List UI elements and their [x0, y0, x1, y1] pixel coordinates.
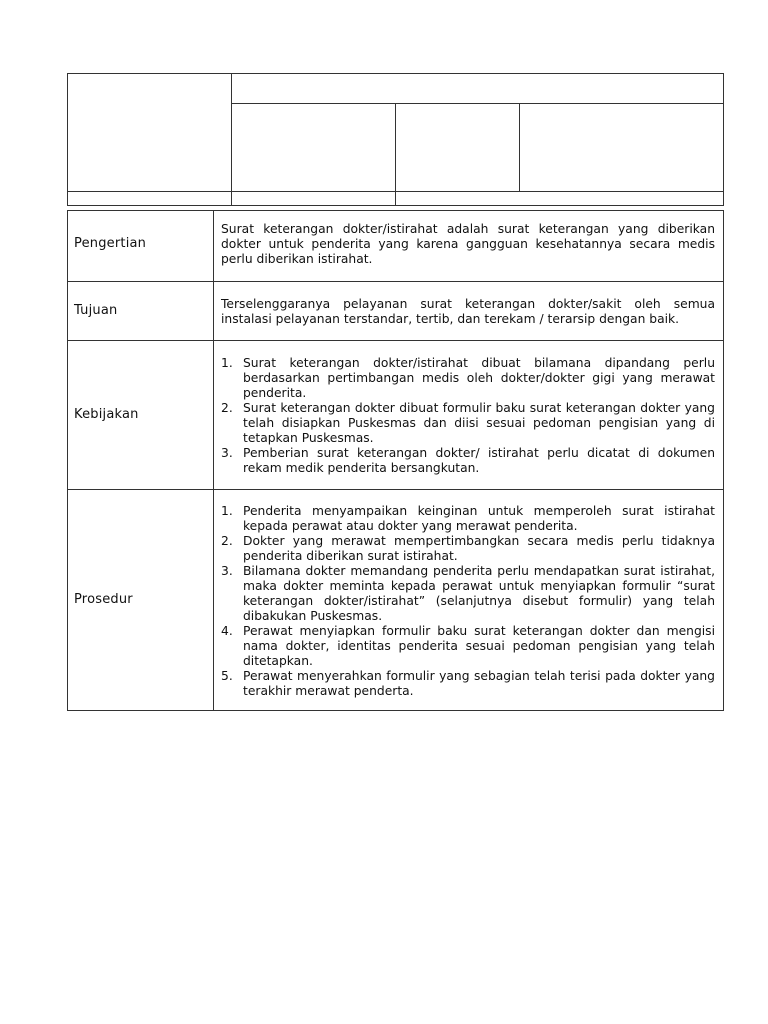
list-item	[221, 669, 715, 699]
list-item-text: Perawat menyerahkan formulir yang sebagian telah terisi pada dokter yang terakhir merawat penderta.	[243, 669, 715, 698]
table-border-top	[67, 210, 724, 211]
list-item	[221, 446, 715, 476]
row-label-pengertian: Pengertian	[74, 236, 147, 251]
row-divider-3	[67, 489, 724, 490]
list-item	[221, 504, 715, 534]
list-item	[221, 564, 715, 624]
table-border-right	[723, 210, 724, 711]
header-col-divider-1	[231, 73, 232, 206]
list-item-text: Bilamana dokter memandang penderita perlu mendapatkan surat istirahat, maka dokter meminta kepada perawat untuk menyiapkan formulir “surat keterangan dokter/istirahat” (selanjutnya disebut formulir) yang telah dibakukan Puskesmas.	[243, 564, 715, 623]
row-divider-1	[67, 281, 724, 282]
list-item-number: 1.	[221, 356, 233, 370]
kebijakan-list	[221, 356, 715, 476]
list-item	[221, 534, 715, 564]
list-item-text: Surat keterangan dokter/istirahat dibuat bilamana dipandang perlu berdasarkan pertimbangan medis oleh dokter/dokter gigi yang merawat penderita.	[243, 356, 715, 400]
list-item-number: 3.	[221, 564, 233, 578]
list-item-text: Surat keterangan dokter dibuat formulir baku surat keterangan dokter yang telah disiapkan Puskesmas dan diisi sesuai pedoman pengisian yang di tetapkan Puskesmas.	[243, 401, 715, 445]
list-item-number: 2.	[221, 534, 233, 548]
row-text-tujuan: Terselenggaranya pelayanan surat keterangan dokter/sakit oleh semua instalasi pelayanan terstandar, tertib, dan terekam / terarsip dengan baik.	[221, 297, 715, 326]
list-item-number: 1.	[221, 504, 233, 518]
list-item	[221, 356, 715, 401]
list-item-text: Dokter yang merawat mempertimbangkan secara medis perlu tidaknya penderita diberikan surat istirahat.	[243, 534, 715, 563]
header-row-divider-1	[231, 103, 724, 104]
table-border-left	[67, 210, 68, 711]
list-item	[221, 401, 715, 446]
prosedur-list	[221, 504, 715, 699]
list-item-number: 2.	[221, 401, 233, 415]
list-item-text: Penderita menyampaikan keinginan untuk memperoleh surat istirahat kepada perawat atau dokter yang merawat penderita.	[243, 504, 715, 533]
list-item-number: 5.	[221, 669, 233, 683]
list-item-text: Perawat menyiapkan formulir baku surat keterangan dokter dan mengisi nama dokter, identitas penderita sesuai pedoman pengisian yang telah ditetapkan.	[243, 624, 715, 668]
header-col-divider-2	[395, 103, 396, 206]
header-border-left	[67, 73, 68, 206]
row-label-kebijakan: Kebijakan	[74, 407, 139, 422]
list-item-number: 3.	[221, 446, 233, 460]
row-divider-2	[67, 340, 724, 341]
list-item-text: Pemberian surat keterangan dokter/ istirahat perlu dicatat di dokumen rekam medik penderita bersangkutan.	[243, 446, 715, 475]
list-item	[221, 624, 715, 669]
header-border-right	[723, 73, 724, 206]
list-item-number: 4.	[221, 624, 233, 638]
table-border-bottom	[67, 710, 724, 711]
row-label-tujuan: Tujuan	[74, 303, 118, 318]
header-border-top	[67, 73, 724, 74]
table-col-divider	[213, 210, 214, 711]
row-text-pengertian: Surat keterangan dokter/istirahat adalah surat keterangan yang diberikan dokter untuk penderita yang karena gangguan kesehatannya secara medis perlu diberikan istirahat.	[221, 222, 715, 266]
header-col-divider-3	[519, 103, 520, 192]
row-label-prosedur: Prosedur	[74, 592, 133, 607]
